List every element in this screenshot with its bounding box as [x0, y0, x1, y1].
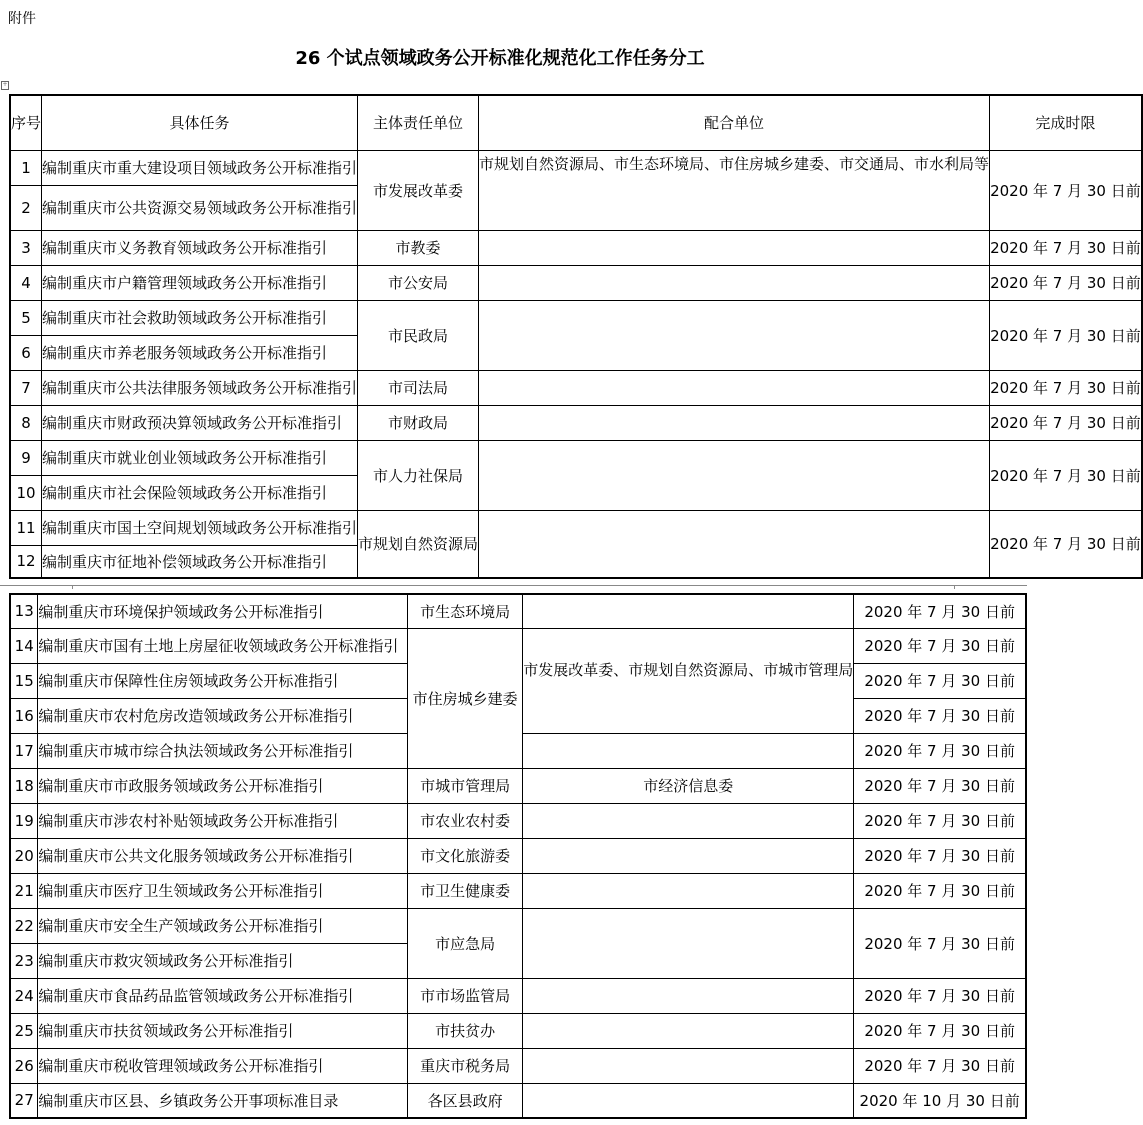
row-seq: 26 — [10, 1048, 38, 1083]
row-deadline: 2020 年 7 月 30 日前 — [990, 300, 1142, 370]
row-task: 编制重庆市社会救助领域政务公开标准指引 — [42, 300, 358, 335]
table-row — [10, 150, 1142, 185]
header-lead: 主体责任单位 — [358, 95, 479, 150]
row-task: 编制重庆市涉农村补贴领域政务公开标准指引 — [38, 803, 408, 838]
row-seq: 12 — [10, 545, 42, 578]
row-deadline: 2020 年 7 月 30 日前 — [854, 1048, 1026, 1083]
row-task: 编制重庆市养老服务领域政务公开标准指引 — [42, 335, 358, 370]
header-deadline: 完成时限 — [990, 95, 1142, 150]
row-deadline: 2020 年 7 月 30 日前 — [854, 628, 1026, 663]
table-row — [10, 908, 1026, 943]
row-task: 编制重庆市国土空间规划领域政务公开标准指引 — [42, 510, 358, 545]
page-break-tick — [72, 585, 73, 589]
row-partner — [479, 440, 990, 510]
row-deadline: 2020 年 7 月 30 日前 — [854, 838, 1026, 873]
table-row — [10, 265, 1142, 300]
row-partner — [523, 594, 854, 628]
row-partner — [523, 1013, 854, 1048]
row-deadline: 2020 年 7 月 30 日前 — [990, 510, 1142, 578]
row-task: 编制重庆市环境保护领域政务公开标准指引 — [38, 594, 408, 628]
page-break-tick — [954, 585, 955, 589]
row-task: 编制重庆市保障性住房领域政务公开标准指引 — [38, 663, 408, 698]
row-deadline: 2020 年 7 月 30 日前 — [854, 803, 1026, 838]
row-seq: 11 — [10, 510, 42, 545]
row-lead: 市教委 — [358, 230, 479, 265]
row-deadline: 2020 年 7 月 30 日前 — [990, 440, 1142, 510]
row-partner — [523, 908, 854, 978]
row-seq: 1 — [10, 150, 42, 185]
row-partner — [479, 370, 990, 405]
table-row — [10, 873, 1026, 908]
row-task: 编制重庆市市政服务领域政务公开标准指引 — [38, 768, 408, 803]
row-lead: 市司法局 — [358, 370, 479, 405]
row-task: 编制重庆市社会保险领域政务公开标准指引 — [42, 475, 358, 510]
row-task: 编制重庆市征地补偿领域政务公开标准指引 — [42, 545, 358, 578]
row-lead: 市生态环境局 — [408, 594, 523, 628]
row-deadline: 2020 年 7 月 30 日前 — [854, 663, 1026, 698]
row-task: 编制重庆市户籍管理领域政务公开标准指引 — [42, 265, 358, 300]
row-seq: 4 — [10, 265, 42, 300]
row-partner — [523, 1048, 854, 1083]
row-partner — [479, 265, 990, 300]
row-partner — [479, 300, 990, 370]
table-row — [10, 300, 1142, 335]
row-seq: 13 — [10, 594, 38, 628]
document-title: 26 个试点领域政务公开标准化规范化工作任务分工 — [295, 48, 705, 69]
row-partner: 市发展改革委、市规划自然资源局、市城市管理局 — [523, 628, 854, 733]
row-task: 编制重庆市国有土地上房屋征收领域政务公开标准指引 — [38, 628, 408, 663]
row-deadline: 2020 年 7 月 30 日前 — [990, 230, 1142, 265]
row-task: 编制重庆市安全生产领域政务公开标准指引 — [38, 908, 408, 943]
table-row — [10, 838, 1026, 873]
row-lead: 市文化旅游委 — [408, 838, 523, 873]
row-seq: 10 — [10, 475, 42, 510]
attachment-label: 附件 — [8, 11, 36, 27]
row-task: 编制重庆市扶贫领域政务公开标准指引 — [38, 1013, 408, 1048]
row-deadline: 2020 年 7 月 30 日前 — [854, 768, 1026, 803]
row-seq: 21 — [10, 873, 38, 908]
row-deadline: 2020 年 7 月 30 日前 — [990, 265, 1142, 300]
row-lead: 市扶贫办 — [408, 1013, 523, 1048]
table-row — [10, 510, 1142, 545]
row-partner — [523, 873, 854, 908]
row-lead: 市人力社保局 — [358, 440, 479, 510]
row-task: 编制重庆市食品药品监管领域政务公开标准指引 — [38, 978, 408, 1013]
table-row — [10, 230, 1142, 265]
row-deadline: 2020 年 7 月 30 日前 — [854, 733, 1026, 768]
row-task: 编制重庆市就业创业领域政务公开标准指引 — [42, 440, 358, 475]
row-task: 编制重庆市公共资源交易领域政务公开标准指引 — [42, 185, 358, 230]
row-deadline: 2020 年 7 月 30 日前 — [854, 873, 1026, 908]
row-deadline: 2020 年 7 月 30 日前 — [854, 1013, 1026, 1048]
table-row — [10, 978, 1026, 1013]
row-seq: 23 — [10, 943, 38, 978]
row-seq: 14 — [10, 628, 38, 663]
row-deadline: 2020 年 7 月 30 日前 — [990, 370, 1142, 405]
row-seq: 9 — [10, 440, 42, 475]
row-deadline: 2020 年 10 月 30 日前 — [854, 1083, 1026, 1118]
header-seq: 序号 — [10, 95, 42, 150]
row-deadline: 2020 年 7 月 30 日前 — [854, 908, 1026, 978]
row-seq: 16 — [10, 698, 38, 733]
row-lead: 市住房城乡建委 — [408, 628, 523, 768]
row-task: 编制重庆市重大建设项目领域政务公开标准指引 — [42, 150, 358, 185]
header-partner: 配合单位 — [479, 95, 990, 150]
table-row — [10, 768, 1026, 803]
row-lead: 市规划自然资源局 — [358, 510, 479, 578]
row-seq: 2 — [10, 185, 42, 230]
row-seq: 20 — [10, 838, 38, 873]
row-seq: 24 — [10, 978, 38, 1013]
row-lead: 市市场监管局 — [408, 978, 523, 1013]
table-row — [10, 1048, 1026, 1083]
row-deadline: 2020 年 7 月 30 日前 — [854, 978, 1026, 1013]
row-seq: 22 — [10, 908, 38, 943]
row-partner — [479, 510, 990, 578]
row-deadline: 2020 年 7 月 30 日前 — [854, 698, 1026, 733]
table-row — [10, 1013, 1026, 1048]
row-task: 编制重庆市农村危房改造领域政务公开标准指引 — [38, 698, 408, 733]
row-partner — [479, 405, 990, 440]
row-task: 编制重庆市公共文化服务领域政务公开标准指引 — [38, 838, 408, 873]
row-task: 编制重庆市义务教育领域政务公开标准指引 — [42, 230, 358, 265]
row-seq: 18 — [10, 768, 38, 803]
table-row — [10, 440, 1142, 475]
table-row — [10, 803, 1026, 838]
row-deadline: 2020 年 7 月 30 日前 — [854, 594, 1026, 628]
row-partner — [523, 733, 854, 768]
row-seq: 3 — [10, 230, 42, 265]
row-partner — [523, 1083, 854, 1118]
table-header-row — [10, 95, 1142, 150]
task-table-part-2 — [9, 593, 1027, 1119]
table-row — [10, 1083, 1026, 1118]
row-task: 编制重庆市医疗卫生领域政务公开标准指引 — [38, 873, 408, 908]
row-deadline: 2020 年 7 月 30 日前 — [990, 405, 1142, 440]
row-lead: 市农业农村委 — [408, 803, 523, 838]
row-task: 编制重庆市区县、乡镇政务公开事项标准目录 — [38, 1083, 408, 1118]
header-task: 具体任务 — [42, 95, 358, 150]
table-row — [10, 405, 1142, 440]
row-deadline: 2020 年 7 月 30 日前 — [990, 150, 1142, 230]
row-lead: 各区县政府 — [408, 1083, 523, 1118]
table-row — [10, 370, 1142, 405]
row-seq: 6 — [10, 335, 42, 370]
row-lead: 市发展改革委 — [358, 150, 479, 230]
row-seq: 5 — [10, 300, 42, 335]
row-partner: 市规划自然资源局、市生态环境局、市住房城乡建委、市交通局、市水利局等 — [479, 150, 990, 230]
row-seq: 25 — [10, 1013, 38, 1048]
task-table-part-1 — [9, 94, 1143, 579]
row-lead: 市卫生健康委 — [408, 873, 523, 908]
row-lead: 市民政局 — [358, 300, 479, 370]
row-seq: 27 — [10, 1083, 38, 1118]
row-lead: 重庆市税务局 — [408, 1048, 523, 1083]
table-row — [10, 594, 1026, 628]
row-partner — [479, 230, 990, 265]
row-seq: 19 — [10, 803, 38, 838]
row-task: 编制重庆市救灾领域政务公开标准指引 — [38, 943, 408, 978]
row-task: 编制重庆市城市综合执法领域政务公开标准指引 — [38, 733, 408, 768]
row-lead: 市城市管理局 — [408, 768, 523, 803]
row-seq: 8 — [10, 405, 42, 440]
row-seq: 7 — [10, 370, 42, 405]
row-partner — [523, 803, 854, 838]
row-seq: 17 — [10, 733, 38, 768]
row-task: 编制重庆市公共法律服务领域政务公开标准指引 — [42, 370, 358, 405]
row-seq: 15 — [10, 663, 38, 698]
table-row — [10, 628, 1026, 663]
row-partner — [523, 838, 854, 873]
row-lead: 市财政局 — [358, 405, 479, 440]
row-lead: 市应急局 — [408, 908, 523, 978]
row-partner — [523, 978, 854, 1013]
row-task: 编制重庆市税收管理领域政务公开标准指引 — [38, 1048, 408, 1083]
page-break-line — [0, 585, 1027, 586]
table-anchor-icon: + — [2, 81, 8, 88]
row-lead: 市公安局 — [358, 265, 479, 300]
row-task: 编制重庆市财政预决算领域政务公开标准指引 — [42, 405, 358, 440]
row-partner: 市经济信息委 — [523, 768, 854, 803]
